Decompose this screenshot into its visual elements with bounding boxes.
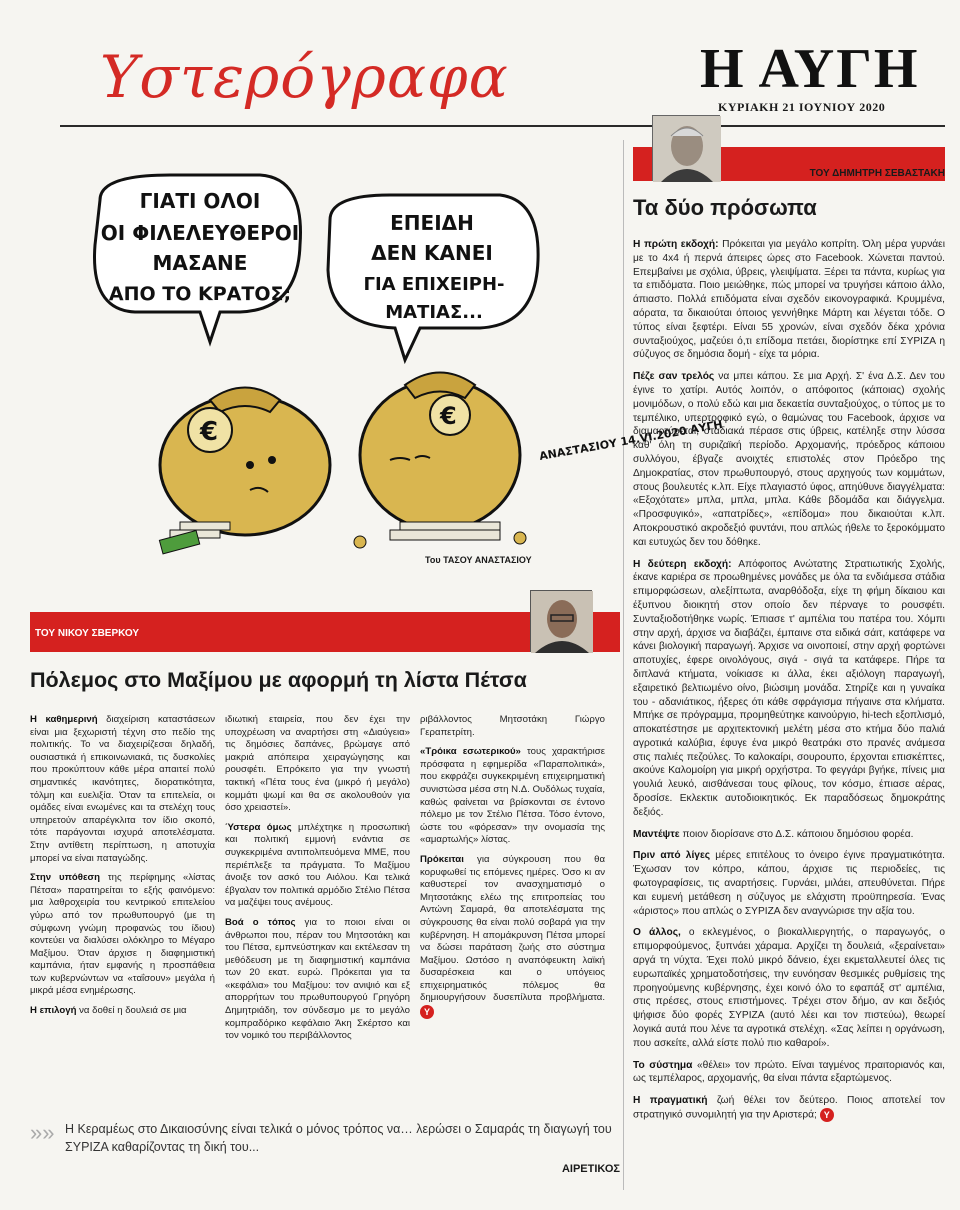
- newspaper-name: Η ΑΥΓΗ: [700, 38, 920, 100]
- paragraph: Το σύστημα «θέλει» τον πρώτο. Είναι ταγμένος πραιτοριανός και, ως τεμπέλαρος, αρχομανής, θα είναι πάντα εξαρτώμενος.: [633, 1059, 945, 1085]
- left-article-headline: Πόλεμος στο Μαξίμου με αφορμή τη λίστα Πέτσα: [30, 668, 527, 692]
- left-article-column-2: [225, 714, 410, 1050]
- end-mark-icon: Υ: [420, 1005, 434, 1019]
- paragraph: Βοά ο τόπος για το ποιοι είναι οι άνθρωποι που, πέραν του Μητσοτάκη και του Πέτσα, εμπνεύστηκαν και εκτέλεσαν τη μεθόδευση με τη διαφημιστική καμπάνια των 20 εκατ. ευρώ. Πρόκειται για τα «κεφάλια» του Μαξίμου: τον ανιψιό και εξ απορρήτων του πρωθυπουργού Γρηγόρη Δημητριάδη, τον σύνδεσμο με το μεγάλο κομπραδόρικο κεφάλαιο Άκη Σκέρτσο και τον νομικό του περιβάλλοντος: [225, 916, 410, 1042]
- cartoonist-signature: ΑΝΑΣΤΑΣΙΟΥ 14.VI.2020 ΑΥΓΗ: [538, 417, 724, 463]
- paragraph: Η επιλογή να δοθεί η δουλειά σε μια: [30, 1005, 187, 1017]
- heretic-quote-box: [30, 1108, 620, 1186]
- paragraph: Μαντέψτε ποιον διορίσανε στο Δ.Σ. κάποιου δημόσιου φορέα.: [633, 828, 914, 840]
- paragraph: Η δεύτερη εκδοχή: Απόφοιτος Ανώτατης Στρατιωτικής Σχολής, έκανε καριέρα σε προωθημένες μονάδες με όλα τα ενδιάμεσα στάδια επιμορφώσεων, αλεξίπτωτα, αναρθόδοξα, είχε τη φήμη δίκαιου και έξυπνου διοικητή στον οποίο δεν πέρναγε το ρουσφέτι. Συνταξιοδοτήθηκε νωρίς. Έπιασε τ' αμπέλια του πατέρα του. Χόμπι στην αρχή, άρχισε να διαβάζει, έμπαινε στα ειδικά σάιτ, κατάφερε να κάνει βιολογική παραγωγή. Άρχισε να οινοποιεί, στην αρχή φορτώνει αποτυχίες, έφερε οινολόγους, σιγά - σιγά τα κατάφερε. Πήρε τα διπλανά κτήματα, νοίκιασε κι άλλα, έκει αξιόλογη παραγωγή, εξαιρετικό βελτιωμένο οίνο, βιώσιμη μονάδα. Στηρίζε και η γυναίκα του - αδανιάτικος, ήξερες ότι κάθε σφράγισμα πήγαινε στα κλήματα. Μπήκε σε πρόγραμμα, προμηθεύτηκε καινούργιο, hi-tech εξοπλισμό, αποκατέστησε με αρχιτεκτονική μελέτη μέσα στο κτήμα δύο παλιά αγροτικά καλύβια, έφυγε ένα μικρό θεατράκι στο πρανές ανάμεσα στις παλιές πεζούλες. Το καλοκαίρι, σουρουπο, έρχονται επισκέπτες, ακούνε Καλομοίρη για μικρή ορχήστρα. Το φεγγάρι βγήκε, πίνεις μια γουλιά λευκό, αισθάνεσαι τους φίλους, τον κόσμο, έπιασε αέρας, δροσίσε. Εκλεκτικ αυτοδιοικητικός. Εκ παραδόσεως δημοκράτης δεξιός.: [633, 558, 945, 818]
- bubble-left-line-3: ΜΑΣΑΝΕ: [152, 251, 248, 275]
- paragraph: Η πρώτη εκδοχή: Πρόκειται για μεγάλο κοπρίτη. Όλη μέρα γυρνάει με το 4x4 ή περνά άπειρες ώρες στο Facebook. Χώνεται παντού. Επεμβαίνει με σχόλια, ύβρεις, γλειψίματα. Ξέρει τα πάντα, κυρίως για τα επιδόματα. Ποιο μειώθηκε, πώς μπορεί να τρυγήσει κάποιο άλλο, άπιαστο. Πολλά επιδόματα είναι σχεδόν εικονογραφικά. Κρυμμένα, αόρατα, τα δικαιούται όποιος γεννήθηκε Μάρτη και λέγεται τόδε. Ο τύπος είναι ξεφτέρι. Είναι 55 χρονών, είναι σχεδόν δέκα χρόνια συνταξιούχος, μαζεύει ό,τι επίδομα πετάει, διορίστηκε επί ΣΥΡΙΖΑ η σύζυγος σε δημόσια δομή - είχε τα μόρια.: [633, 239, 945, 361]
- bubble-right-line-1: ΕΠΕΙΔΗ: [390, 211, 474, 235]
- end-mark-icon: Υ: [820, 1108, 834, 1122]
- left-article-column-1: [30, 714, 215, 1025]
- bubble-left-line-2: ΟΙ ΦΙΛΕΛΕΥΘΕΡΟΙ: [100, 221, 300, 245]
- paragraph: Ο άλλος, ο εκλεγμένος, ο βιοκαλλιεργητής, ο παραγωγός, ο επιμορφούμενος, ξυπνάει χάραμα. Αρχίζει τη δουλειά, «ξεραίνεται» αργά τη νύχτα. Έχει πολύ μικρό δάνειο, έχει εκμεταλλευτεί όλες τις ευρωπαϊκές χρηματοδοτήσεις, την ευνόησαν θεσμικές ρυθμίσεις της προηγούμενης κυβέρνησης, έχει κοινό όλο το εφαπάξ στ' αμπέλια, στις πρέσες, στους επιστήμονες. Τρέχει στον δήμο, αν και δεξιός ψήφισε δύο φορές ΣΥΡΙΖΑ (αυτό λέει και τον πιστεύω), θεωρεί λογικά αυτά που λένε τα αγροτικά στελέχη. «Σας λείπει η οργάνωση, που ασκείτε, αλλά είστε πολύ πιο καθαροί».: [633, 927, 946, 1049]
- quote-text: Η Κεραμέως στο Δικαιοσύνης είναι τελικά ο μόνος τρόπος να… λερώσει ο Σαμαράς τη διαγωγή του ΣΥΡΙΖΑ καθαρίζοντας τη δική του...: [65, 1122, 612, 1154]
- right-article-headline: Τα δύο πρόσωπα: [633, 195, 817, 220]
- author-photo-right: [652, 115, 720, 181]
- issue-date: ΚΥΡΙΑΚΗ 21 ΙΟΥΝΙΟΥ 2020: [718, 100, 886, 114]
- bubble-left-line-4: ΑΠΟ ΤΟ ΚΡΑΤΟΣ;: [108, 283, 292, 305]
- paragraph: ιδιωτική εταιρεία, που δεν έχει την υποχρέωση να αναρτήσει στη «Διαύγεια» τις δημόσιες δαπάνες, βρώμαγε από μακριά απόπειρα χειραγώγησης και ρουσφέτι. Επρόκειτο για την γνωστή τακτική «Πέτα τους ένα (μικρό ή μεγάλο) κομμάτι ψωμί και θα σε ακολουθούν για όσο χρειαστεί».: [225, 714, 410, 814]
- right-article-body: [633, 238, 945, 1131]
- author-name-left: ΤΟΥ ΝΙΚΟΥ ΣΒΕΡΚΟΥ: [35, 628, 140, 639]
- paragraph: Πέζε σαν τρελός να μπει κάπου. Σε μια Αρχή. Σ' ένα Δ.Σ. Δεν του έγινε το χατίρι. Αυτός λοιπόν, ο απόφοιτος (κάποιας) σχολής μονιμόδων, ο πολύ εδώ και μια δεκαετία συνταξιούχος, ο τύπος με το τεμπέλικο, υπερτροφικό εγώ, ο θαμώνας του Facebook, άρχισε να διαμαρτύρεται, σταδιακά πέρασε στις ύβρεις, κατέληξε στην λύσσα καθ' όλη τη συριζαϊκή περίοδο. Αρχομανής, πρόεδρος κάποιου συλλόγου, έβγαζε ανοιχτές επιστολές στον Πρόεδρο της Δημοκρατίας, στον πρωθυπουργό, στους αρχηγούς των κομμάτων, στους βουλευτές κ.λπ. Είχε πλαγιαστό ύφος, απηύθυνε διαγγέλματα: «Εξοχότατε» μπλα, μπλα, μπλα. Κάθε βδομάδα και διάγγελμα. «Προσφυγικό», «απατρίδες», «επίδομα» που δικαιούται κ.λπ. Αποκρουστικό ακροδεξιό φυντάνι, που απλώς ήθελε το ξεροκόμματο και ευτυχώς δεν του δόθηκε.: [633, 371, 945, 548]
- paragraph: Στην υπόθεση της περίφημης «λίστας Πέτσα» παρατηρείται το εξής φαινόμενο: μια λαθροχειρία του κεντρικού επιτελείου γύρω από τον πρωθυπουργό (με τη σύμφωνη γνώμη προφανώς του ίδιου) κοντεύει να διαλύσει ολόκληρο το Μέγαρο Μαξίμου. Όταν άρχισε η διαφημιστική καμπάνια, ήταν εμφανής η προσπάθεια των κυβερνώντων να «ταΐσουν» μεγάλα ή μικρά μέσα ενημέρωσης.: [30, 872, 215, 997]
- paragraph: ριβάλλοντος Μητσοτάκη Γιώργο Γεραπετρίτη.: [420, 714, 605, 738]
- author-name-right: ΤΟΥ ΔΗΜΗΤΡΗ ΣΕΒΑΣΤΑΚΗ: [809, 168, 945, 179]
- bubble-left-line-1: ΓΙΑΤΙ ΟΛΟΙ: [139, 189, 261, 213]
- bubble-right-line-2: ΔΕΝ ΚΑΝΕΙ: [371, 241, 493, 265]
- svg-text:€: €: [440, 402, 457, 430]
- left-article-column-3: [420, 714, 605, 1026]
- bubble-right-line-3: ΓΙΑ ΕΠΙΧΕΙΡΗ-: [363, 274, 505, 295]
- paragraph: «Τρόικα εσωτερικού» τους χαρακτήρισε πρόσφατα η εφημερίδα «Παραπολιτικά», που εκφράζει συγκεκριμένη επιχειρηματική συνιστώσα μέσα στη Ν.Δ. Ουδόλως τυχαία, καθώς φαίνεται να βρίσκονται σε έντονο πόλεμο με τον Στέλιο Πέτσα. Τόσο έντονο, ώστε του «φόρεσαν» την ονομασία της «αμαρτωλής» λίστας.: [420, 746, 605, 846]
- author-photo-left: [530, 590, 592, 652]
- column-divider: [623, 140, 624, 1190]
- paragraph: Πρόκειται για σύγκρουση που θα κορυφωθεί τις επόμενες ημέρες. Όσο κι αν καθυστερεί τον ανασχηματισμό ο Μητσοτάκης ελέω της επιτροπείας του Αντώνη Σαμαρά, θα αποτελέσματα της σύγκρουσης θα είναι πολύ σοβαρά για την κυβέρνηση. Η απομάκρυνση Πέτσα μπορεί να δώσει παράταση ζωής στο σύστημα Μαξίμου. Ωστόσο η αναπόφευκτη λαϊκή δυσαρέσκεια και ο υπόγειος επιχειρηματικός πόλεμος θα δημιουργήσουν δυσεπίλυτα προβλήματα. Υ: [420, 853, 605, 1018]
- paragraph: Πριν από λίγες μέρες επιτέλους το όνειρο έγινε πραγματικότητα. Έχωσαν τον κόπρο, κάπου, άρχισε τις περιοδείες, τις φωτογραφίσεις, τις αναρτήσεις. Γυρνάει, μιλάει, απευθύνεται. Πήρε και ευμενή μετάθεση η σύζυγος με ελάχιστη προϋπηρεσία. Ένας «άριστος» που απλώς ο ΣΥΡΙΖΑ δεν αναγνώρισε την αξία του.: [633, 850, 945, 917]
- bubble-right-line-4: ΜΑΤΙΑΣ...: [385, 302, 483, 323]
- paragraph: Η καθημερινή διαχείριση καταστάσεων είναι μια ξεχωριστή τέχνη στο πεδίο της πολιτικής. Το να διαχειρίζεσαι δηλαδή, ουσιαστικά ή επικοινωνιακά, τις δυσκολίες που προκύπτουν κάθε μέρα απαιτεί πολύ σημαντικές ικανότητες, διορατικότητα, τόλμη και ευελιξία. Όταν τα επιτελεία, οι ομάδες είναι ενωμένες και τα στελέχη τους υπηρετούν απαρέγκλιτα τον ίδιο σκοπό, τότε παράγονται ισχυρά αποτελέσματα. Στην αντίθετη περίπτωση, η αποτυχία μπορεί να είναι παταγώδης.: [30, 714, 215, 864]
- header-rule: [60, 125, 945, 127]
- double-chevron-icon: »»: [30, 1120, 55, 1145]
- cartoon-credit: Του ΤΑΣΟΥ ΑΝΑΣΤΑΣΙΟΥ: [425, 555, 532, 565]
- political-cartoon: [60, 160, 724, 580]
- paragraph: Η πραγματική ζωή θέλει τον δεύτερο. Ποιος αποτελεί τον στρατηγικό συνομιλητή για την Αριστερά; Υ: [633, 1095, 946, 1121]
- quote-signature: ΑΙΡΕΤΙΚΟΣ: [561, 1163, 620, 1175]
- money-bag-right-illustration: [354, 373, 526, 549]
- section-title: Υστερόγραφα: [100, 43, 509, 111]
- paragraph: Ύστερα όμως μπλέχτηκε η προσωπική και πολιτική εμμονή ενάντια σε συγκεκριμένα αντιπολιτευόμενα ΜΜΕ, που περιέπλεξε τα πράγματα. Το Μαξίμου άνοιξε τον ασκό του Αιόλου. Και τελικά έβγαλαν τον πολιτικά αρμόδιο Στέλιο Πέτσα να μαζέψει τους ανέμους.: [225, 821, 411, 909]
- money-bag-left-illustration: [159, 388, 330, 554]
- svg-text:€: €: [200, 417, 219, 447]
